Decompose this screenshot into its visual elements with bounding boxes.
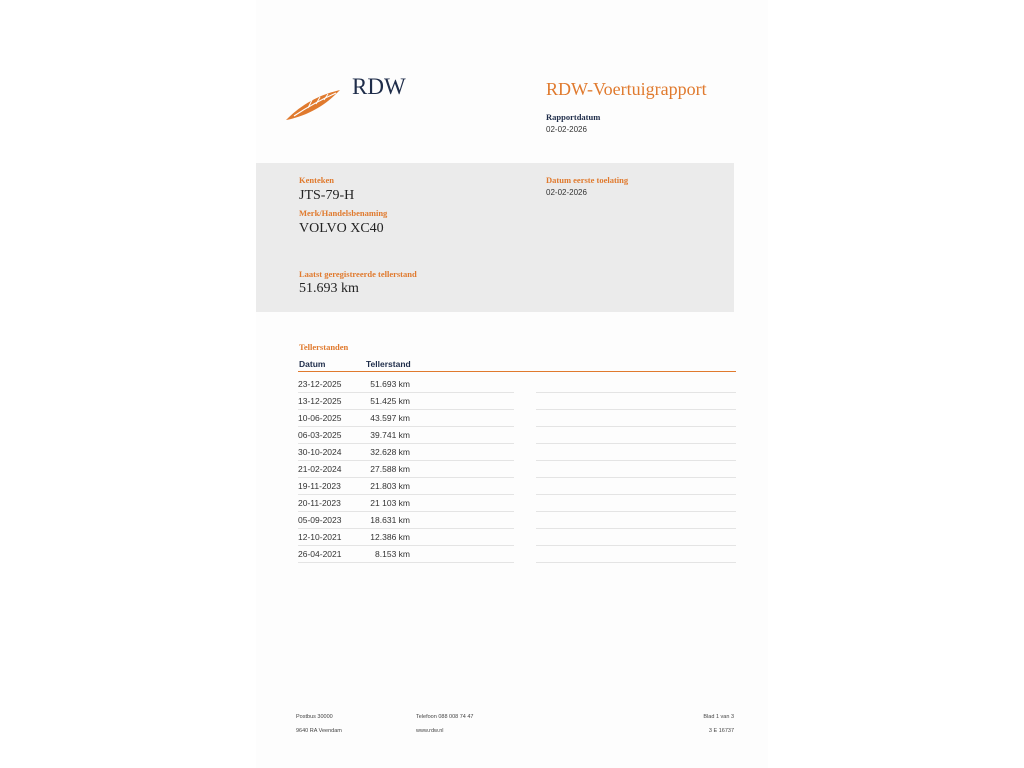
row-tellerstand: 51.693 km	[370, 379, 410, 389]
row-datum: 19-11-2023	[298, 481, 341, 491]
table-row	[298, 546, 736, 563]
row-datum: 26-04-2021	[298, 549, 342, 559]
eerste-toelating-label: Datum eerste toelating	[546, 175, 629, 185]
row-datum: 21-02-2024	[298, 464, 342, 474]
footer-plaats: 9640 RA Veendam	[296, 728, 342, 734]
footer-blad: Blad 1 van 3	[703, 714, 734, 720]
row-tellerstand: 43.597 km	[370, 413, 410, 423]
report-page	[256, 0, 768, 768]
rapportdatum-label: Rapportdatum	[546, 112, 601, 122]
row-datum: 10-06-2025	[298, 413, 342, 423]
row-divider	[536, 562, 736, 563]
row-tellerstand: 12.386 km	[370, 532, 410, 542]
merk-label: Merk/Handelsbenaming	[299, 208, 388, 218]
row-tellerstand: 21 103 km	[370, 498, 410, 508]
rapportdatum-value: 02-02-2026	[546, 125, 587, 134]
table-title: Tellerstanden	[299, 342, 349, 352]
merk-value: VOLVO XC40	[299, 221, 384, 236]
row-tellerstand: 21.803 km	[370, 481, 410, 491]
header-divider	[298, 371, 736, 372]
kenteken-label: Kenteken	[299, 175, 334, 185]
table-row	[298, 512, 736, 529]
vehicle-summary-panel	[256, 163, 734, 312]
tellerstand-value: 51.693 km	[299, 281, 359, 296]
row-tellerstand: 8.153 km	[375, 549, 410, 559]
table-row	[298, 478, 736, 495]
row-tellerstand: 32.628 km	[370, 447, 410, 457]
row-tellerstand: 18.631 km	[370, 515, 410, 525]
report-title: RDW-Voertuigrapport	[546, 79, 707, 99]
column-header-datum: Datum	[299, 359, 326, 369]
kenteken-value: JTS-79-H	[299, 188, 355, 203]
table-row	[298, 393, 736, 410]
row-divider	[298, 562, 514, 563]
row-datum: 23-12-2025	[298, 379, 342, 389]
row-datum: 13-12-2025	[298, 396, 342, 406]
eerste-toelating-value: 02-02-2026	[546, 188, 587, 197]
footer-website: www.rdw.nl	[416, 728, 444, 734]
table-row	[298, 529, 736, 546]
logo-text: RDW	[352, 74, 406, 99]
column-header-tellerstand: Tellerstand	[366, 359, 411, 369]
row-datum: 06-03-2025	[298, 430, 342, 440]
row-datum: 20-11-2023	[298, 498, 341, 508]
row-tellerstand: 51.425 km	[370, 396, 410, 406]
row-datum: 05-09-2023	[298, 515, 342, 525]
row-datum: 30-10-2024	[298, 447, 342, 457]
table-row	[298, 410, 736, 427]
table-row	[298, 444, 736, 461]
rdw-logo	[284, 72, 434, 124]
rdw-feather-icon	[284, 86, 344, 122]
tellerstand-label: Laatst geregistreerde tellerstand	[299, 269, 417, 279]
footer-code: 3 E 16737	[708, 728, 734, 734]
table-row	[298, 427, 736, 444]
row-datum: 12-10-2021	[298, 532, 342, 542]
table-row	[298, 495, 736, 512]
table-row	[298, 461, 736, 478]
row-tellerstand: 27.588 km	[370, 464, 410, 474]
footer-postbus: Postbus 30000	[296, 714, 333, 720]
row-tellerstand: 39.741 km	[370, 430, 410, 440]
table-row	[298, 376, 736, 393]
footer-telefoon: Telefoon 088 008 74 47	[416, 714, 474, 720]
